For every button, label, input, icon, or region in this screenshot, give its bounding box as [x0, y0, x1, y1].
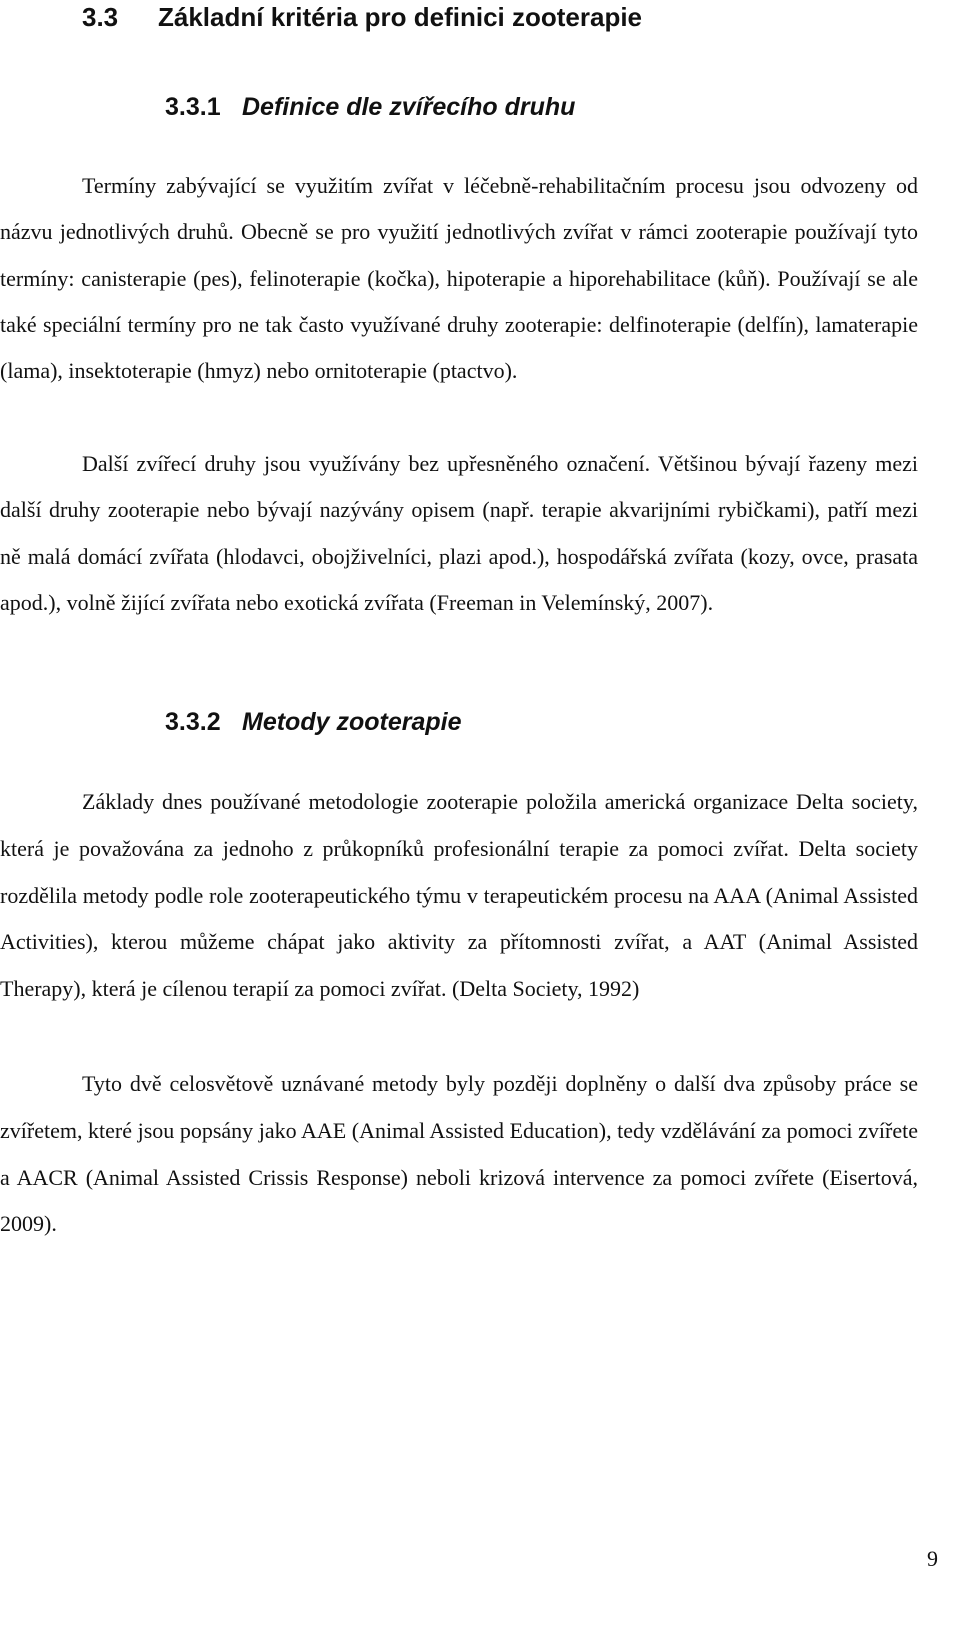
subsection-heading-1 — [165, 91, 575, 123]
section-title: Základní kritéria pro definici zooterapie — [158, 2, 643, 32]
page-number: 9 — [927, 1546, 938, 1571]
subsection-number: 3.3.1 — [165, 93, 221, 121]
subsection-heading-2 — [165, 706, 461, 738]
subsection-title: Metody zooterapie — [242, 708, 462, 736]
section-number: 3.3 — [82, 2, 119, 32]
paragraph: Další zvířecí druhy jsou využívány bez upřesněného označení. Většinou bývají řazeny mezi další druhy zooterapie nebo bývají nazývány opisem (např. terapie akvarijními rybičkami), patří mezi ně malá domácí zvířata (hlodavci, obojživelníci, plazi apod.), hospodářská zvířata (kozy, ovce, prasata apod.), volně žijící zvířata nebo exotická zvířata (Freeman in Velemínský, 2007). — [0, 451, 918, 615]
paragraph: Termíny zabývající se využitím zvířat v léčebně-rehabilitačním procesu jsou odvozeny od názvu jednotlivých druhů. Obecně se pro využití jednotlivých zvířat v rámci zooterapie používají tyto termíny: canisterapie (pes), felinoterapie (kočka), hipoterapie a hiporehabilitace (kůň). Používají se ale také speciální termíny pro ne tak často využívané druhy zooterapie: delfinoterapie (delfín), lamaterapie (lama), insektoterapie (hmyz) nebo ornitoterapie (ptactvo). — [0, 173, 918, 384]
paragraph: Tyto dvě celosvětově uznávané metody byly později doplněny o další dva způsoby práce se zvířetem, které jsou popsány jako AAE (Animal Assisted Education), tedy vzdělávání za pomoci zvířete a AACR (Animal Assisted Crissis Response) neboli krizová intervence za pomoci zvířete (Eisertová, 2009). — [0, 1071, 918, 1237]
paragraph: Základy dnes používané metodologie zooterapie položila americká organizace Delta society, která je považována za jednoho z průkopníků profesionální terapie za pomoci zvířat. Delta society rozdělila metody podle role zooterapeutického týmu v terapeutickém procesu na AAA (Animal Assisted Activities), kterou můžeme chápat jako aktivity za přítomnosti zvířat, a AAT (Animal Assisted Therapy), která je cílenou terapií za pomoci zvířat. (Delta Society, 1992) — [0, 789, 918, 1002]
section-heading — [82, 0, 642, 34]
subsection-number: 3.3.2 — [165, 708, 221, 736]
subsection-title: Definice dle zvířecího druhu — [242, 93, 576, 121]
